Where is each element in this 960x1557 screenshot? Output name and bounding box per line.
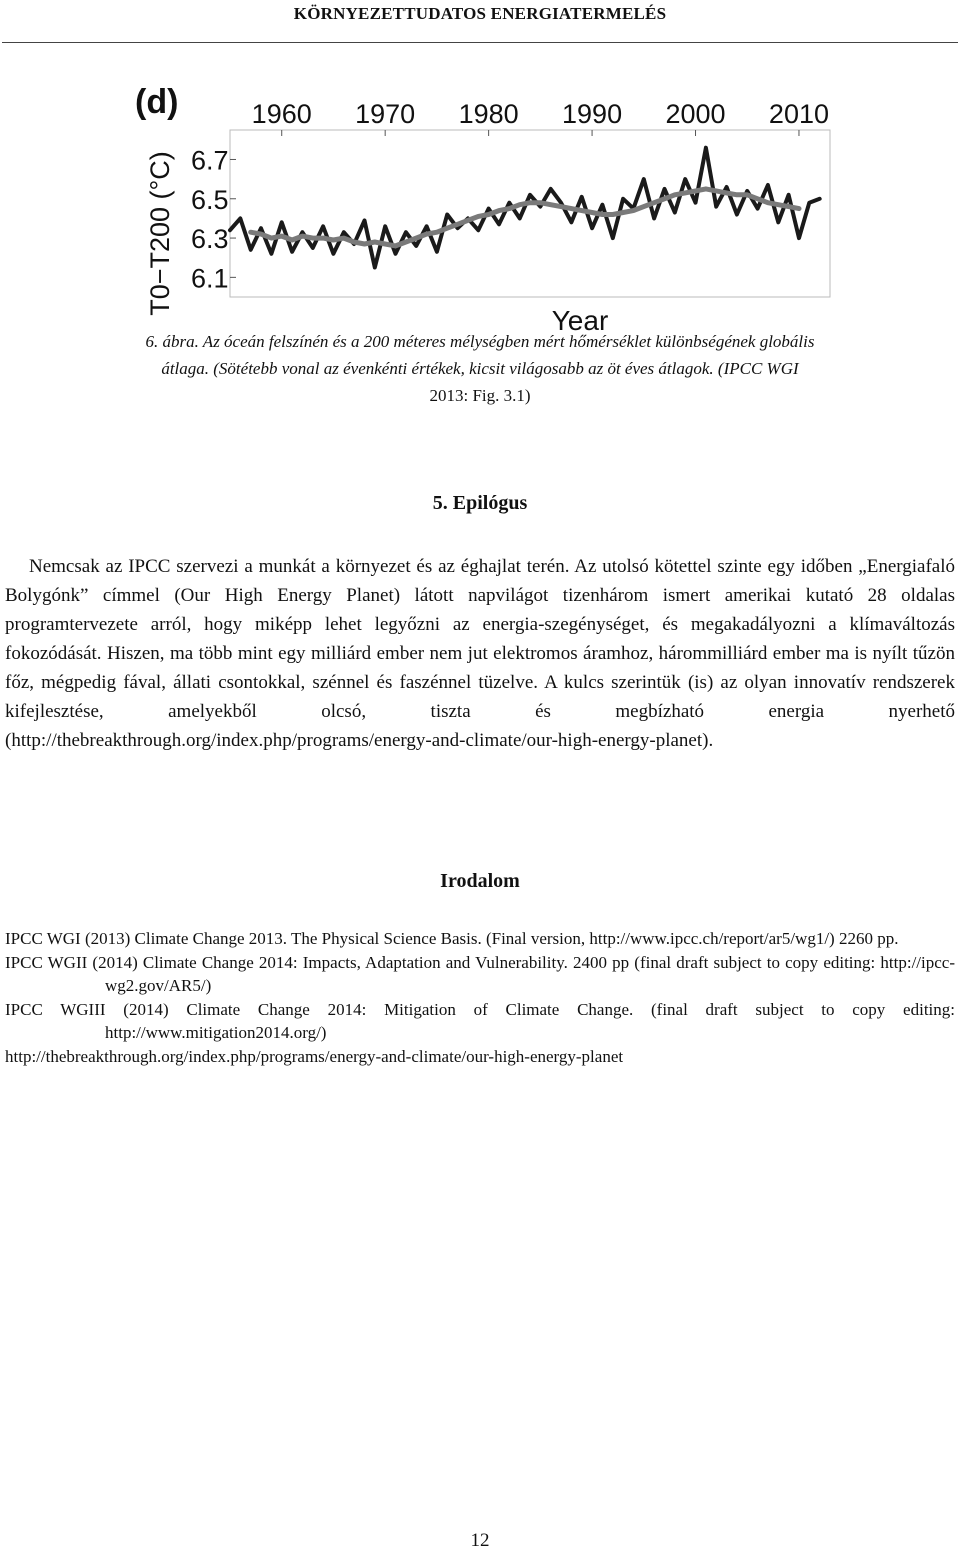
five-year-data-point bbox=[663, 197, 667, 201]
annual-data-point bbox=[580, 195, 583, 198]
annual-data-point bbox=[756, 207, 759, 210]
annual-data-point bbox=[322, 225, 325, 228]
five-year-data-point bbox=[342, 236, 346, 240]
five-year-data-point bbox=[735, 193, 739, 197]
annual-data-point bbox=[653, 217, 656, 220]
five-year-data-point bbox=[331, 238, 335, 242]
annual-data-point bbox=[239, 217, 242, 220]
annual-data-point bbox=[694, 201, 697, 204]
annual-data-point bbox=[642, 178, 645, 181]
annual-data-point bbox=[404, 231, 407, 234]
five-year-data-point bbox=[528, 201, 532, 205]
annual-data-point bbox=[725, 186, 728, 189]
five-year-data-point bbox=[725, 191, 729, 195]
y-tick-label: 6.1 bbox=[191, 263, 229, 294]
five-year-data-point bbox=[383, 242, 387, 246]
x-tick-label: 1980 bbox=[458, 99, 519, 129]
five-year-data-point bbox=[745, 193, 749, 197]
five-year-data-point bbox=[756, 197, 760, 201]
annual-data-point bbox=[280, 221, 283, 224]
annual-data-point bbox=[373, 266, 376, 269]
five-year-data-point bbox=[311, 236, 315, 240]
x-tick-label: 2000 bbox=[665, 99, 726, 129]
five-year-data-point bbox=[518, 203, 522, 207]
five-year-data-point bbox=[507, 207, 511, 211]
y-axis-label: T0−T200 (°C) bbox=[145, 151, 175, 316]
annual-data-point bbox=[549, 187, 552, 190]
x-axis-label: Year bbox=[551, 305, 609, 336]
annual-data-point bbox=[446, 213, 449, 216]
annual-data-point bbox=[611, 237, 614, 240]
five-year-data-point bbox=[363, 242, 367, 246]
header-divider bbox=[2, 42, 958, 43]
five-year-data-point bbox=[766, 201, 770, 205]
annual-data-point bbox=[663, 187, 666, 190]
annual-data-point bbox=[622, 197, 625, 200]
five-year-data-point bbox=[797, 207, 801, 211]
annual-data-point bbox=[684, 178, 687, 181]
five-year-data-point bbox=[435, 230, 439, 234]
five-year-data-point bbox=[559, 205, 563, 209]
five-year-data-point bbox=[445, 226, 449, 230]
caption-line-2: átlaga. (Sötétebb vonal az évenkénti értékek, kicsit világosabb az öt éves átlagok. (IPCC WGI bbox=[161, 359, 799, 378]
annual-data-point bbox=[818, 197, 821, 200]
five-year-data-point bbox=[652, 201, 656, 205]
five-year-data-point bbox=[776, 203, 780, 207]
annual-data-point bbox=[715, 205, 718, 208]
annual-data-point bbox=[746, 189, 749, 192]
annual-data-point bbox=[229, 229, 232, 232]
annual-data-point bbox=[487, 207, 490, 210]
annual-data-point bbox=[529, 193, 532, 196]
annual-data-point bbox=[539, 205, 542, 208]
five-year-data-point bbox=[683, 191, 687, 195]
annual-data-point bbox=[394, 252, 397, 255]
annual-data-point bbox=[477, 229, 480, 232]
annual-data-point bbox=[363, 219, 366, 222]
five-year-data-point bbox=[290, 238, 294, 242]
annual-data-point bbox=[498, 223, 501, 226]
annual-data-point bbox=[673, 211, 676, 214]
x-tick-label: 1960 bbox=[251, 99, 312, 129]
running-header: KÖRNYEZETTUDATOS ENERGIATERMELÉS bbox=[293, 4, 667, 23]
five-year-data-point bbox=[259, 232, 263, 236]
five-year-data-point bbox=[694, 189, 698, 193]
five-year-data-point bbox=[538, 201, 542, 205]
annual-data-point bbox=[808, 201, 811, 204]
annual-data-point bbox=[591, 227, 594, 230]
annual-data-point bbox=[601, 203, 604, 206]
annual-data-point bbox=[518, 217, 521, 220]
five-year-data-point bbox=[404, 240, 408, 244]
panel-label: (d) bbox=[135, 83, 179, 121]
five-year-data-point bbox=[497, 209, 501, 213]
five-year-data-point bbox=[569, 207, 573, 211]
annual-data-point bbox=[570, 221, 573, 224]
five-year-data-point bbox=[249, 230, 253, 234]
five-year-data-point bbox=[787, 205, 791, 209]
five-year-data-point bbox=[269, 236, 273, 240]
five-year-data-point bbox=[642, 205, 646, 209]
annual-data-point bbox=[798, 237, 801, 240]
annual-data-point bbox=[342, 231, 345, 234]
annual-data-point bbox=[766, 184, 769, 187]
annual-data-point bbox=[508, 201, 511, 204]
epilogue-paragraph: Nemcsak az IPCC szervezi a munkát a környezet és az éghajlat terén. Az utolsó kötettel szinte egy időben „Energiafaló Bolygónk” címmel (Our High Energy Planet) látott napvilágot tizenhárom ismert amerikai kutató 28 oldalas programtervezete arról, hogy miképp lehet legyőzni az energia-szegénységet, és megakadályozni a klímaváltozás fokozódását. Hiszen, ma több mint egy milliárd ember nem jut elektromos áramhoz, hárommilliárd ember ma is nyílt tűzön főz, mégpedig fával, állati csontokkal, szénnel és faszénnel tüzelve. A kulcs szerintük (is) az olyan innovatív rendszerek kifejlesztése, amelyekből olcsó, tiszta és megbízható energia nyerhető (http://thebreakthrough.org/index.php/programs/energy-and-climate/our-high-energy-planet). bbox=[5, 556, 955, 751]
x-tick-label: 1990 bbox=[562, 99, 623, 129]
annual-data-point bbox=[425, 225, 428, 228]
annual-data-point bbox=[291, 250, 294, 253]
five-year-data-point bbox=[352, 240, 356, 244]
temperature-difference-chart bbox=[135, 75, 835, 340]
five-year-data-point bbox=[487, 213, 491, 217]
annual-data-point bbox=[249, 248, 252, 251]
annual-data-point bbox=[735, 213, 738, 216]
reference-item: IPCC WGI (2013) Climate Change 2013. The Physical Science Basis. (Final version, http://www.ipcc.ch/report/ar5/wg1/) 2260 pp. bbox=[5, 929, 899, 948]
annual-data-point bbox=[704, 146, 707, 149]
reference-link[interactable]: http://thebreakthrough.org/index.php/programs/energy-and-climate/our-high-energy-planet bbox=[5, 1047, 624, 1066]
five-year-data-point bbox=[476, 214, 480, 218]
five-year-data-point bbox=[611, 213, 615, 217]
annual-data-point bbox=[777, 221, 780, 224]
five-year-data-point bbox=[549, 203, 553, 207]
five-year-data-point bbox=[280, 234, 284, 238]
plot-frame bbox=[230, 130, 830, 297]
x-tick-label: 2010 bbox=[768, 99, 830, 129]
annual-data-point bbox=[384, 225, 387, 228]
five-year-data-point bbox=[704, 187, 708, 191]
section-body bbox=[5, 552, 955, 755]
annual-data-point bbox=[332, 252, 335, 255]
five-year-data-point bbox=[425, 232, 429, 236]
annual-data-point bbox=[301, 231, 304, 234]
annual-data-point bbox=[260, 227, 263, 230]
five-year-data-point bbox=[394, 244, 398, 248]
annual-data-point bbox=[435, 250, 438, 253]
five-year-data-point bbox=[673, 193, 677, 197]
five-year-data-point bbox=[580, 209, 584, 213]
five-year-data-point bbox=[714, 189, 718, 193]
five-year-data-point bbox=[466, 218, 470, 222]
reference-item: IPCC WGIII (2014) Climate Change 2014: Mitigation of Climate Change. (final draft subject to copy editing: http://www.mitigation2014.org/) bbox=[5, 1000, 955, 1042]
five-year-data-point bbox=[300, 234, 304, 238]
figure-caption bbox=[0, 328, 960, 409]
y-tick-label: 6.5 bbox=[191, 184, 229, 215]
y-tick-label: 6.7 bbox=[191, 145, 229, 176]
five-year-data-point bbox=[631, 209, 635, 213]
five-year-data-point bbox=[600, 213, 604, 217]
annual-data-point bbox=[311, 246, 314, 249]
caption-line-1: 6. ábra. Az óceán felszínén és a 200 méteres mélységben mért hőmérséklet különbségének globális bbox=[145, 332, 815, 351]
five-year-data-point bbox=[456, 222, 460, 226]
five-year-data-point bbox=[373, 240, 377, 244]
five-year-mean-line bbox=[251, 189, 799, 246]
section-heading: 5. Epilógus bbox=[432, 492, 528, 514]
five-year-data-point bbox=[321, 236, 325, 240]
page-number: 12 bbox=[470, 1530, 490, 1551]
five-year-data-point bbox=[590, 211, 594, 215]
y-tick-label: 6.3 bbox=[191, 224, 229, 255]
references-heading: Irodalom bbox=[440, 870, 520, 892]
five-year-data-point bbox=[621, 211, 625, 215]
annual-data-point bbox=[560, 201, 563, 204]
annual-data-point bbox=[270, 252, 273, 255]
five-year-data-point bbox=[414, 236, 418, 240]
annual-data-point bbox=[415, 244, 418, 247]
references-list bbox=[5, 927, 955, 1069]
reference-item: IPCC WGII (2014) Climate Change 2014: Impacts, Adaptation and Vulnerability. 2400 pp (final draft subject to copy editing: http://ipcc-wg2.gov/AR5/) bbox=[5, 953, 955, 995]
annual-values-line bbox=[230, 148, 820, 268]
x-tick-label: 1970 bbox=[355, 99, 416, 129]
annual-data-point bbox=[787, 193, 790, 196]
caption-line-3: 2013: Fig. 3.1) bbox=[429, 386, 531, 405]
